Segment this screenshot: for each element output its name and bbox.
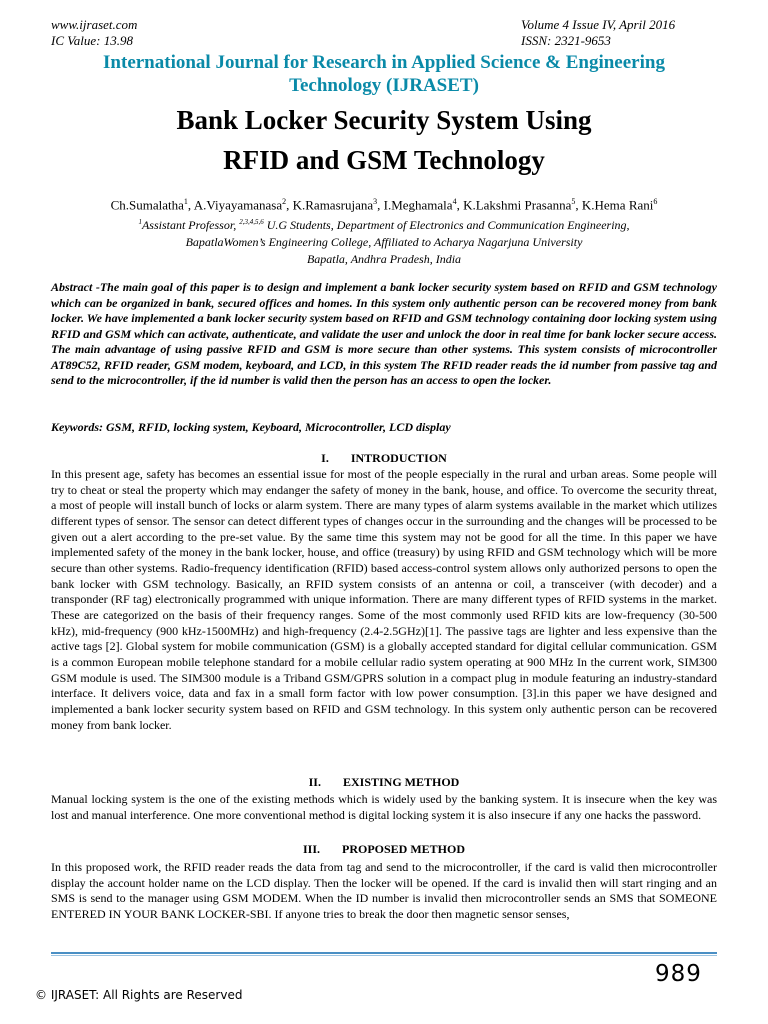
- author-list: Ch.Sumalatha$^1$, A.Viyayamanasa$^2$, K.Ramasrujana$^3$, I.Meghamala$^4$, K.Lakshmi Prasanna$^5$, K.Hema Rani$^6$: [110, 197, 658, 213]
- section-body-proposed-method: In this proposed work, the RFID reader reads the data from tag and send to the microcontroller, if the card is valid then microcontroller display the account holder name on the LCD display. Then the locker will be opened. If the card is invalid then will start ringing and an SMS is send to the manager using GSM MODEM. When the ID number is invalid then microcontroller sends an SMS that SOMEONE ENTERED IN YOUR BANK LOCKER-SBI. If anyone tries to break the door then magnetic sensor senses,: [51, 860, 717, 921]
- author-name: K.Lakshmi Prasanna: [463, 197, 572, 213]
- author-name: K.Hema Rani: [581, 197, 654, 213]
- section-title: INTRODUCTION: [350, 451, 447, 465]
- journal-name-line1: International Journal for Research in Applied Science & Engineering: [103, 52, 665, 73]
- author-affiliation-mark: 4: [452, 197, 457, 206]
- section-heading-proposed-method: [51, 842, 717, 857]
- running-header-left: [51, 17, 137, 49]
- author-affiliation-mark: 5: [571, 197, 576, 206]
- affiliation-mark: 1: [138, 218, 142, 226]
- author-affiliation: [40, 214, 728, 268]
- affiliation-department: U.G Students, Department of Electronics and Communication Engineering,: [263, 218, 630, 232]
- author-name: I.Meghamala: [383, 197, 453, 213]
- copyright-notice: © IJRASET: All Rights are Reserved: [35, 988, 243, 1002]
- affiliation-line1: [40, 214, 728, 234]
- journal-website: www.ijraset.com: [51, 17, 138, 32]
- affiliation-role: Assistant Professor,: [141, 218, 240, 232]
- issn: ISSN: 2321-9653: [521, 33, 611, 48]
- section-title: PROPOSED METHOD: [342, 842, 466, 856]
- volume-issue: Volume 4 Issue IV, April 2016: [521, 17, 676, 32]
- section-title: EXISTING METHOD: [342, 775, 460, 789]
- author-name: Ch.Sumalatha: [110, 197, 184, 213]
- ic-value: IC Value: 13.98: [51, 33, 133, 48]
- author-name: A.Viyayamanasa: [193, 197, 283, 213]
- section-heading-existing-method: [51, 775, 717, 790]
- paper-title: [40, 100, 728, 180]
- paper-title-line1: Bank Locker Security System Using: [176, 105, 592, 135]
- author-affiliation-mark: 6: [653, 197, 658, 206]
- author-name: K.Ramasrujana: [292, 197, 374, 213]
- journal-name-line2: Technology (IJRASET): [289, 75, 479, 96]
- affiliation-line2: BapatlaWomen’s Engineering College, Affiliated to Acharya Nagarjuna University: [185, 235, 583, 249]
- section-number: III.: [302, 842, 320, 856]
- abstract: Abstract -The main goal of this paper is to design and implement a bank locker security system based on RFID and GSM technology which can be organized in bank, secured offices and homes. In this system only authentic person can be recovered money from bank locker. We have implemented a bank locker security system based on RFID and GSM technology containing door locking system using RFID and GSM which can activate, authenticate, and validate the user and unlock the door in real time for bank locker secure access. The main advantage of using passive RFID and GSM is more secure than other systems. This system consists of microcontroller AT89C52, RFID reader, GSM modem, keyboard, and LCD, in this system The RFID reader reads the id number from passive tag and send to the microcontroller, if the id number is valid then the person has an access to open the locker.: [51, 280, 717, 387]
- page-number: 989: [655, 961, 702, 987]
- author-affiliation-mark: 2: [282, 197, 287, 206]
- section-body-existing-method: Manual locking system is the one of the existing methods which is widely used by the banking system. It is insecure when the key was lost and manual interference. One more conventional method is digital locking system it is also insecure if any one hacks the password.: [51, 792, 717, 822]
- section-number: I.: [321, 451, 329, 465]
- author-affiliation-mark: 1: [183, 197, 188, 206]
- running-header-right: [521, 17, 675, 49]
- footer-divider: [51, 952, 717, 954]
- affiliation-mark: 2,3,4,5,6: [239, 218, 264, 226]
- section-body-introduction: In this present age, safety has becomes an essential issue for most of the people especially in the rural and urban areas. Some people will try to cheat or steal the property which may endanger the safety of money in the bank, house, and office. To overcome the security threat, a most of people will install bunch of locks or alarm system. There are many types of alarm systems available in the market which utilizes different types of sensor. The sensor can detect different types of changes occur in the surrounding and the changes will be processed to be given out a alert according to the pre-set value. By the same time this system may not be good for all the time. In this paper we have implemented safety of the money in the bank locker, house, and office (treasury) by using RFID and GSM technology which will be more secure than other systems. Radio-frequency identification (RFID) based access-control system allows only authorized persons to open the bank locker with GSM technology. Basically, an RFID system consists of an antenna or coil, a transceiver (with decoder) and a transponder (RF tag) electronically programmed with unique information. There are many different types of RFID systems in the market. These are categorized on the basis of their frequency ranges. Some of the most commonly used RFID kits are low-frequency (30-500 kHz), mid-frequency (900 kHz-1500MHz) and high-frequency (2.4-2.5GHz)[1]. The passive tags are lighter and less expensive than the active tags [2]. Global system for mobile communication (GSM) is a globally accepted standard for digital cellular communication. GSM is a common European mobile telephone standard for a mobile cellular radio system operating at 900 MHz In the current work, SIM300 GSM module is used. The SIM300 module is a Triband GSM/GPRS solution in a compact plug in module featuring an industry-standard interface. It delivers voice, data and fax in a small form factor with low power consumption. [3].in this paper we have designed and implemented a bank locker security system based on RFID and GSM technology. In this system only authentic person can be recovered money from bank locker.: [51, 467, 717, 732]
- keywords: Keywords: GSM, RFID, locking system, Keyboard, Microcontroller, LCD display: [51, 420, 451, 434]
- section-number: II.: [308, 775, 321, 789]
- affiliation-line3: Bapatla, Andhra Pradesh, India: [306, 252, 462, 266]
- author-affiliation-mark: 3: [373, 197, 378, 206]
- journal-name: [40, 51, 728, 97]
- paper-title-line2: RFID and GSM Technology: [223, 145, 545, 175]
- section-heading-introduction: [51, 451, 717, 466]
